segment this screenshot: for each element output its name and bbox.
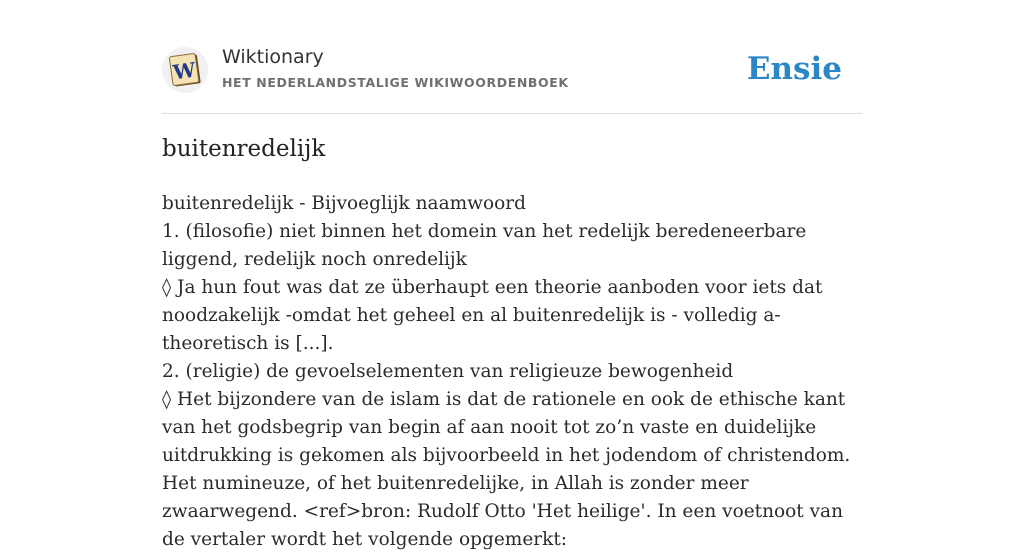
site-name[interactable]: Wiktionary [222, 46, 324, 68]
wiktionary-tile-icon [162, 47, 208, 93]
entry-line: ◊ Ja hun fout was dat ze überhaupt een theorie aanboden voor iets dat noodzakelijk -omdat het geheel en al buitenredelijk is - volledig a-theoretisch is [...]. [162, 277, 823, 354]
wiktionary-logo[interactable] [162, 47, 208, 93]
entry-line: ◊ Het bijzondere van de islam is dat de rationele en ook de ethische kant van het godsbegrip van begin af aan nooit tot zo’n vaste en duidelijke uitdrukking is gekomen als bijvoorbeeld in het jodendom of christendom. Het numineuze, of het buitenredelijke, in Allah is zonder meer zwaarwegend. <ref>bron: Rudolf Otto 'Het heilige'. In een voetnoot van de vertaler wordt het volgende opgemerkt: [162, 389, 851, 550]
entry-body [162, 190, 862, 554]
entry-line: 2. (religie) de gevoelselementen van religieuze bewogenheid [162, 361, 734, 382]
ensie-brand-link[interactable]: Ensie [746, 51, 842, 87]
entry-line: 1. (filosofie) niet binnen het domein van het redelijk beredeneerbare liggend, redelijk noch onredelijk [162, 221, 807, 270]
logo-letter: W [171, 57, 198, 85]
page [162, 0, 862, 550]
entry-line: buitenredelijk - Bijvoeglijk naamwoord [162, 193, 526, 214]
site-subtitle: HET NEDERLANDSTALIGE WIKIWOORDENBOEK [222, 75, 569, 90]
site-header [162, 44, 862, 114]
entry-title: buitenredelijk [162, 136, 326, 162]
